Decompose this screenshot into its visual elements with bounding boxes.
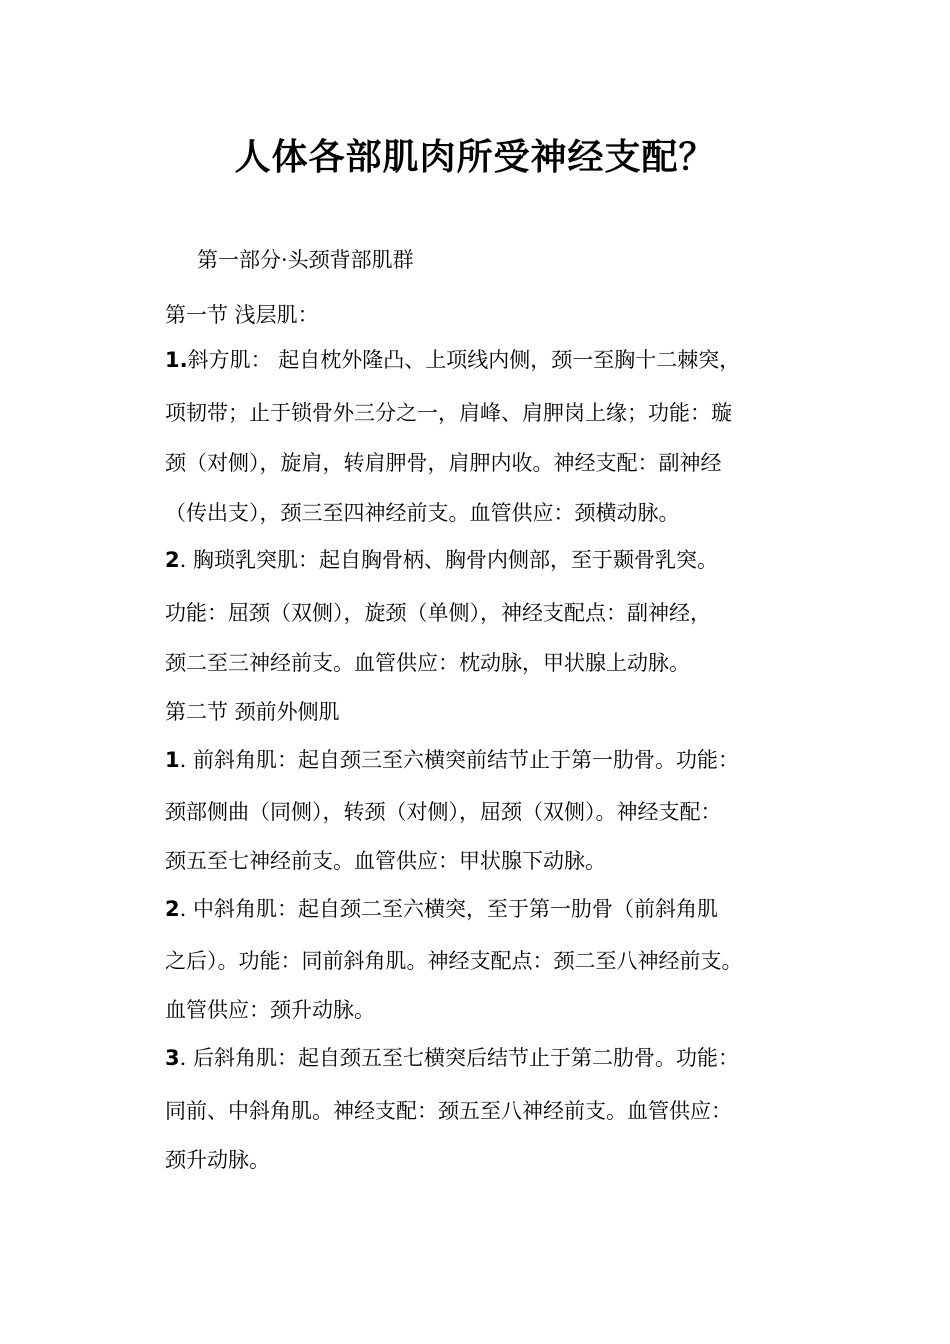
part-heading: 第一部分·头颈背部肌群 xyxy=(197,248,414,272)
item-text: . 前斜角肌：起自颈三至六横突前结节止于第一肋骨。功能： xyxy=(179,748,739,772)
paragraph-line xyxy=(165,894,815,924)
item-number: 3 xyxy=(165,1046,180,1070)
paragraph-line: 同前、中斜角肌。神经支配：颈五至八神经前支。血管供应： xyxy=(165,1099,732,1123)
paragraph-line xyxy=(165,745,815,775)
paragraph-line: 颈二至三神经前支。血管供应：枕动脉，甲状腺上动脉。 xyxy=(165,651,690,675)
paragraph-line: 颈部侧曲（同侧），转颈（对侧），屈颈（双侧）。神经支配： xyxy=(165,800,722,824)
paragraph-line: （传出支），颈三至四神经前支。血管供应：颈横动脉。 xyxy=(165,501,680,525)
paragraph-line: 颈（对侧），旋肩，转肩胛骨，肩胛内收。神经支配：副神经 xyxy=(165,451,722,475)
paragraph-line xyxy=(165,545,815,575)
document-title: 人体各部肌肉所受神经支配？ xyxy=(234,137,716,178)
section-heading: 第一节 浅层肌： xyxy=(165,303,319,327)
paragraph-line: 功能：屈颈（双侧），旋颈（单侧），神经支配点：副神经， xyxy=(165,601,711,625)
paragraph-line xyxy=(165,345,815,375)
item-number: 2 xyxy=(165,548,180,572)
item-text: . 中斜角肌：起自颈二至六横突，至于第一肋骨（前斜角肌 xyxy=(179,897,718,921)
paragraph-line xyxy=(165,1043,815,1073)
paragraph-line: 血管供应：颈升动脉。 xyxy=(165,998,375,1022)
item-number: 2 xyxy=(165,897,180,921)
section-heading: 第二节 颈前外侧肌 xyxy=(165,700,340,724)
paragraph-line: 颈五至七神经前支。血管供应：甲状腺下动脉。 xyxy=(165,849,606,873)
paragraph-line: 之后）。功能：同前斜角肌。神经支配点：颈二至八神经前支。 xyxy=(165,949,743,973)
paragraph-line: 项韧带；止于锁骨外三分之一，肩峰、肩胛岗上缘；功能：璇 xyxy=(165,401,732,425)
item-text: 斜方肌： 起自枕外隆凸、上项线内侧，颈一至胸十二棘突， xyxy=(187,348,741,372)
item-text: . 胸琐乳突肌：起自胸骨柄、胸骨内侧部，至于颞骨乳突。 xyxy=(179,548,718,572)
paragraph-line: 颈升动脉。 xyxy=(165,1148,270,1172)
item-number: 1 xyxy=(165,748,180,772)
item-number: 1. xyxy=(165,348,188,372)
item-text: . 后斜角肌：起自颈五至七横突后结节止于第二肋骨。功能： xyxy=(179,1046,739,1070)
